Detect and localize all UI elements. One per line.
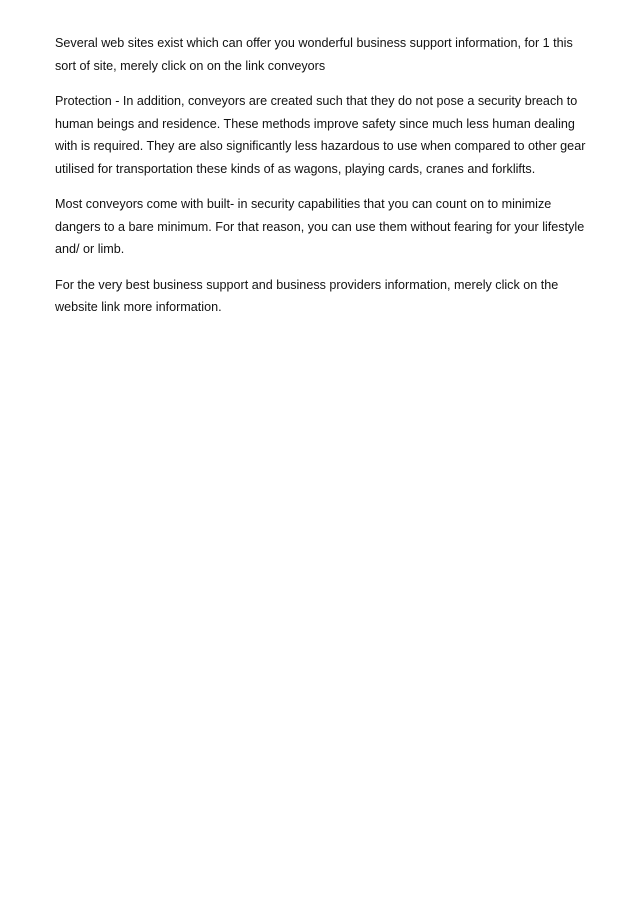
- paragraph-4: For the very best business support and business providers information, merely click on the website link more information.: [55, 277, 559, 314]
- paragraph-1: Several web sites exist which can offer you wonderful business support information, for 1 this sort of site, merely click on on the link conveyors: [55, 36, 573, 73]
- document-body: [55, 32, 590, 332]
- paragraph-3: Most conveyors come with built- in security capabilities that you can count on to minimize dangers to a bare minimum. For that reason, you can use them without fearing for your lifestyle and/ or limb.: [55, 197, 585, 256]
- paragraph-2: Protection - In addition, conveyors are created such that they do not pose a security breach to human beings and residence. These methods improve safety since much less human dealing with is required. They are also significantly less hazardous to use when compared to other gear utilised for transportation these kinds of as wagons, playing cards, cranes and forklifts.: [55, 94, 586, 176]
